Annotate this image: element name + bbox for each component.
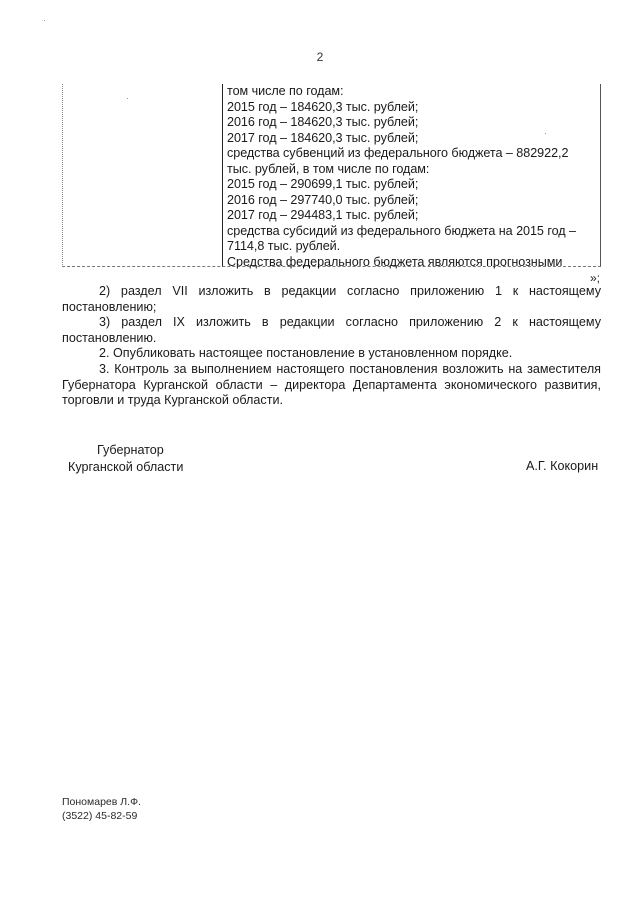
signatory-title-line-1: Губернатор [97, 443, 164, 457]
table-right-border [600, 84, 601, 267]
document-body [62, 284, 601, 409]
signatory-title-line-2: Курганской области [68, 460, 184, 474]
table-left-column [62, 84, 223, 265]
scan-speck [44, 20, 45, 21]
paragraph-publish: 2. Опубликовать настоящее постановление в установленном порядке. [99, 346, 513, 361]
footer-phone: (3522) 45-82-59 [62, 810, 138, 822]
scan-speck [545, 133, 546, 134]
paragraph-control: 3. Контроль за выполнением настоящего постановления возложить на заместителя Губернатора Курганской области – директора Департамента экономического развития, торговли и труда Курганской области. [62, 361, 601, 408]
paragraph-section-ix: 3) раздел IX изложить в редакции согласно приложению 2 к настоящему постановлению. [62, 315, 601, 345]
table-fragment [62, 84, 601, 267]
cell-line: том числе по годам: [227, 84, 344, 98]
scan-speck [127, 98, 128, 99]
table-column-divider [222, 84, 223, 267]
cell-line: 2017 год – 294483,1 тыс. рублей; [227, 208, 419, 222]
page-number: 2 [316, 50, 324, 64]
closing-quote: »; [590, 271, 601, 285]
signatory-title [68, 442, 183, 476]
paragraph-section-vii: 2) раздел VII изложить в редакции согласно приложению 1 к настоящему постановлению; [62, 284, 601, 314]
cell-line: 7114,8 тыс. рублей. [227, 239, 341, 253]
signatory-name: А.Г. Кокорин [526, 459, 599, 473]
cell-line: 2016 год – 297740,0 тыс. рублей; [227, 192, 419, 207]
cell-line: средства субвенций из федерального бюджета – 882922,2 [227, 146, 569, 160]
cell-line: 2015 год – 184620,3 тыс. рублей; [227, 99, 419, 114]
cell-line: 2015 год – 290699,1 тыс. рублей; [227, 177, 419, 191]
table-cell-funding [227, 84, 599, 270]
cell-line: 2016 год – 184620,3 тыс. рублей; [227, 115, 419, 129]
cell-line: средства субсидий из федерального бюджета на 2015 год – [227, 223, 576, 238]
footer-contact [62, 795, 141, 823]
cell-line: 2017 год – 184620,3 тыс. рублей; [227, 130, 419, 145]
footer-author: Пономарев Л.Ф. [62, 796, 141, 808]
cell-line: тыс. рублей, в том числе по годам: [227, 161, 430, 176]
cell-line: Средства федерального бюджета являются прогнозными [227, 254, 563, 269]
